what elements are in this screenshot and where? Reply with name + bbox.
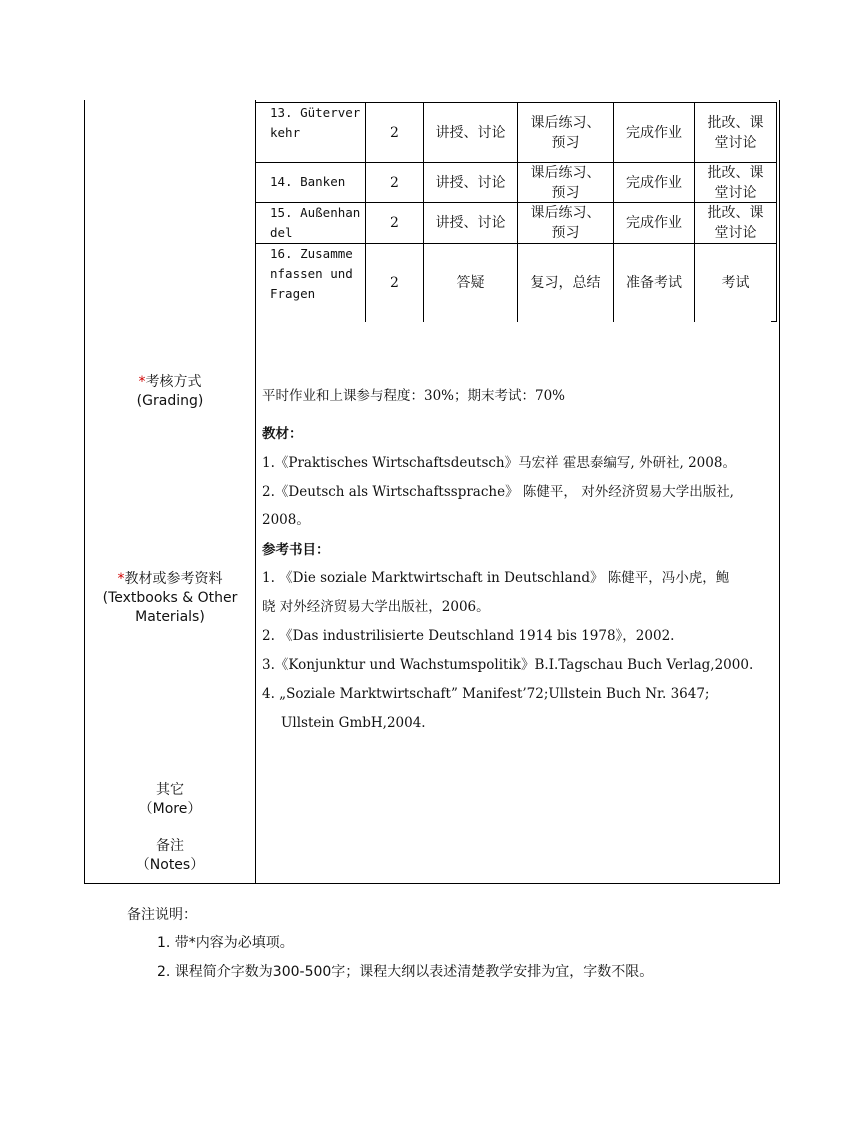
schedule-hours-cell: 2: [390, 124, 399, 141]
reference-item: 3.《Konjunktur und Wachstumspolitik》B.I.Tagschau Buch Verlag,2000.: [262, 657, 754, 673]
footnote-item: 2. 课程简介字数为300-500字；课程大纲以表述清楚教学安排为宜，字数不限。: [157, 964, 654, 980]
table-left-border: [84, 100, 85, 884]
schedule-method-cell: 讲授、讨论: [435, 174, 506, 191]
schedule-assessment-cell: 考试: [721, 275, 750, 291]
materials-label: [85, 570, 255, 627]
schedule-hours-cell: 2: [390, 215, 399, 231]
notes-label-en: （Notes）: [135, 857, 205, 873]
materials-label-en-1: (Textbooks & Other: [102, 590, 238, 606]
grading-content: 平时作业和上课参与程度：30%；期末考试：70%: [262, 388, 566, 404]
more-label-cn: 其它: [156, 782, 184, 798]
textbook-item: 2.《Deutsch als Wirtschaftssprache》 陈健平， 对外经济贸易大学出版社,: [262, 484, 734, 500]
footnote-title: 备注说明：: [127, 907, 197, 923]
footnote-item: 1. 带*内容为必填项。: [157, 935, 294, 951]
textbook-item-continued: 2008。: [262, 512, 310, 528]
schedule-col-line: [776, 102, 777, 322]
schedule-after-class-cell: 课后练习、预习: [530, 114, 601, 151]
schedule-assignment-cell: 完成作业: [626, 215, 682, 231]
materials-label-en-2: Materials): [135, 609, 205, 625]
notes-label: [85, 837, 255, 875]
more-label: [85, 781, 255, 819]
required-mark: *: [117, 571, 125, 587]
reference-item-continued: 晓 对外经济贸易大学出版社，2006。: [262, 599, 490, 615]
schedule-topic-cell: 16. Zusammenfassen und Fragen: [270, 246, 353, 301]
textbook-heading: 教材：: [262, 426, 303, 442]
schedule-assessment-cell: 批改、课堂讨论: [707, 114, 764, 151]
schedule-after-class-cell: 复习，总结: [530, 275, 601, 291]
reference-item: 4. „Soziale Marktwirtschaft” Manifest’72;Ullstein Buch Nr. 3647;: [262, 686, 710, 702]
schedule-assessment-cell: 批改、课堂讨论: [707, 205, 764, 241]
grading-label: [85, 373, 255, 411]
table-right-border: [779, 100, 780, 884]
schedule-method-cell: 讲授、讨论: [435, 215, 506, 231]
notes-label-cn: 备注: [156, 838, 184, 854]
schedule-hours-cell: 2: [390, 275, 399, 291]
schedule-hours-cell: 2: [390, 174, 399, 191]
textbook-item: 1.《Praktisches Wirtschaftsdeutsch》马宏祥 霍思泰编写, 外研社, 2008。: [262, 455, 736, 471]
schedule-method-cell: 答疑: [456, 275, 485, 291]
reference-item-continued: Ullstein GmbH,2004.: [281, 715, 426, 731]
schedule-assignment-cell: 完成作业: [626, 124, 682, 141]
schedule-method-cell: 讲授、讨论: [435, 124, 506, 141]
table-bottom-border: [84, 883, 780, 884]
schedule-after-class-cell: 课后练习、预习: [530, 164, 601, 201]
reference-heading: 参考书目：: [262, 542, 330, 558]
schedule-after-class-cell: 课后练习、预习: [530, 205, 601, 241]
grading-label-en: (Grading): [136, 393, 204, 409]
schedule-topic-cell: 15. Außenhandel: [270, 205, 361, 240]
schedule-topic-cell: 14. Banken: [270, 174, 346, 189]
reference-item: 2. 《Das industrilisierte Deutschland 1914 bis 1978》，2002.: [262, 628, 675, 644]
grading-label-cn: 考核方式: [145, 374, 202, 390]
schedule-assessment-cell: 批改、课堂讨论: [707, 164, 764, 201]
more-label-en: （More）: [138, 801, 202, 817]
schedule-assignment-cell: 完成作业: [626, 174, 682, 191]
materials-label-cn: 教材或参考资料: [124, 571, 223, 587]
reference-item: 1. 《Die soziale Marktwirtschaft in Deutschland》 陈健平，冯小虎，鲍: [262, 570, 730, 586]
schedule-topic-cell: 13. Güterverkehr: [270, 105, 361, 140]
required-mark: *: [138, 374, 146, 390]
schedule-assignment-cell: 准备考试: [626, 275, 682, 291]
